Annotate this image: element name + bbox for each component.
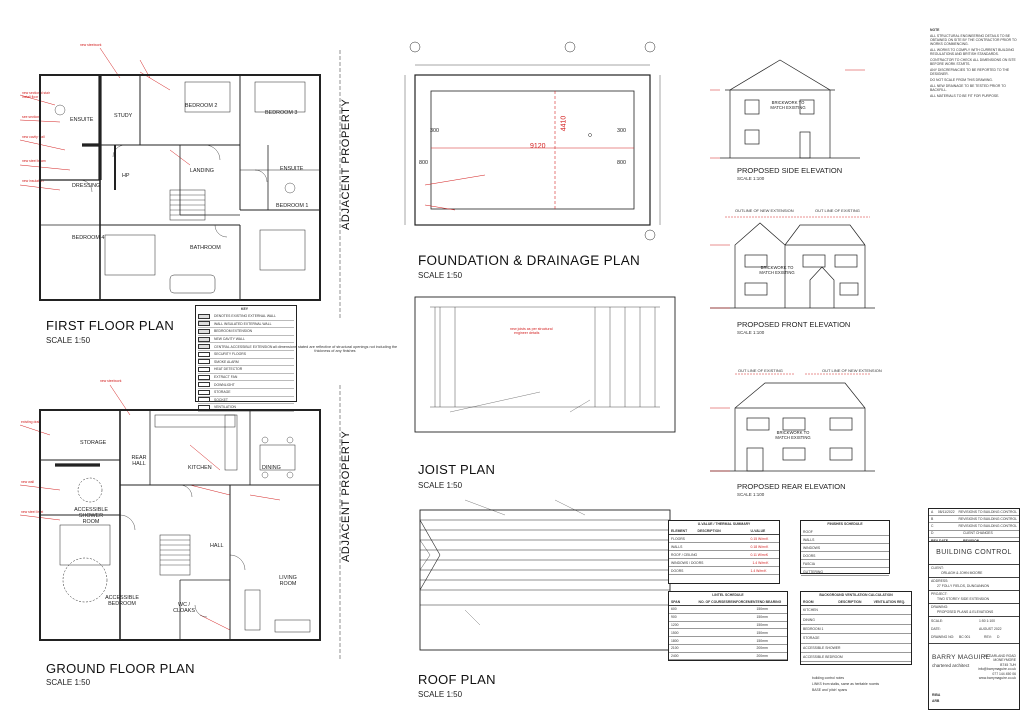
revision-date <box>938 517 959 522</box>
key-swatch <box>198 344 210 349</box>
front-elevation-note: BRICKWORK TO MATCH EXISTING <box>759 265 795 275</box>
note-line: ALL MATERIALS TO BE FIT FOR PURPOSE. <box>930 94 1000 98</box>
u-value-header-cell: U-VALUE <box>750 529 766 533</box>
lintel-cell <box>700 654 729 658</box>
key-item-label: SOCKET <box>214 397 228 402</box>
client-value: ORLAGH & JOHN MOORE <box>941 571 983 575</box>
roof-plan-title: ROOF PLAN <box>418 672 496 687</box>
revision-header-rev: REV <box>931 538 938 543</box>
company-address-line: 077 144 450 06 <box>992 671 1016 676</box>
gf-room-dining: DINING <box>262 465 281 471</box>
rear-elevation-note: BRICKWORK TO MATCH EXISTING <box>775 430 811 440</box>
key-item <box>198 366 294 374</box>
lintel-cell: 1500 <box>671 630 679 635</box>
company-sub: chartered architect <box>932 663 970 668</box>
revision-row <box>929 523 1019 530</box>
ventilation-room: KITCHEN <box>803 608 818 613</box>
lintel-rows <box>669 599 787 660</box>
revision-date: 08/11/2022 <box>937 509 955 514</box>
revision-header-revision: REVISION <box>963 538 980 543</box>
joist-plan-scale: SCALE 1:50 <box>418 481 463 490</box>
ventilation-row <box>801 644 911 653</box>
joist-plan-title: JOIST PLAN <box>418 462 496 477</box>
u-value-row <box>669 567 779 575</box>
project-label: PROJECT: <box>931 592 948 596</box>
ventilation-header-cell: VENTILATION REQ. <box>873 600 906 604</box>
u-value-cell: WALLS <box>671 544 683 549</box>
title-block <box>928 508 1020 710</box>
lintel-cell: 150mm <box>756 615 768 620</box>
ventilation-header <box>801 599 911 606</box>
key-swatch <box>198 352 210 357</box>
rear-elevation-drawing <box>705 368 880 478</box>
u-value-row <box>669 559 779 567</box>
finishes-table-title: FINISHES SCHEDULE <box>827 522 863 526</box>
lintel-header <box>669 599 787 606</box>
u-value-cell <box>698 569 751 573</box>
svg-text:new steelwork: new steelwork <box>80 43 102 47</box>
u-value-cell: DOORS <box>671 568 684 573</box>
revision-letter: B <box>931 516 934 521</box>
revision-rows <box>929 509 1019 543</box>
lintel-cell: 200mm <box>756 654 768 659</box>
foundation-plan-scale: SCALE 1:50 <box>418 271 463 280</box>
revision-row <box>929 509 1019 516</box>
finishes-row <box>801 560 889 568</box>
revision-letter: D <box>931 531 934 536</box>
svg-text:new insulation: new insulation <box>22 179 44 183</box>
general-notes <box>930 28 1018 100</box>
u-value-cell-value: 0.18 W/m²K <box>750 544 769 549</box>
svg-text:new joists as per structural: new joists as per structural <box>510 327 553 331</box>
client-label: CLIENT: <box>931 566 944 570</box>
key-item <box>198 321 294 329</box>
foundation-dim-width: 4410 <box>560 115 568 132</box>
roof-plan-scale: SCALE 1:50 <box>418 690 463 699</box>
ventilation-row <box>801 615 911 624</box>
ff-room-bedroom-4: BEDROOM 4 <box>72 235 105 241</box>
lintel-header-cell: END BEARING <box>757 600 782 604</box>
revision-text: REVISIONS TO BUILDING CONTROL <box>958 524 1017 529</box>
revision-letter: A <box>931 509 934 514</box>
key-item <box>198 336 294 344</box>
address-label: ADDRESS: <box>931 579 949 583</box>
rev-label: REV: <box>984 635 992 639</box>
lintel-header-cell: SPAN <box>671 600 681 604</box>
lintel-row <box>669 614 787 622</box>
ff-room-study: STUDY <box>114 113 133 119</box>
key-swatch <box>198 321 210 326</box>
revision-letter: C <box>931 524 934 529</box>
lintel-cell: 200mm <box>756 646 768 651</box>
u-value-header-cell: ELEMENT <box>671 529 688 533</box>
scale-value: 1:50 1:100 <box>979 619 996 623</box>
lintel-cell: 2100 <box>671 646 679 651</box>
front-outline-new: OUTLINE OF NEW EXTENSION <box>735 208 794 213</box>
lintel-cell <box>700 646 729 650</box>
first-floor-plan-title: FIRST FLOOR PLAN <box>46 318 175 333</box>
lintel-table <box>668 591 788 661</box>
rear-elevation-scale: SCALE 1:100 <box>737 492 765 497</box>
drawing-value: PROPOSED PLANS & ELEVATIONS <box>937 610 994 614</box>
gf-room-accessible-shower: ACCESSIBLE SHOWER ROOM <box>74 507 108 525</box>
lintel-row <box>669 622 787 630</box>
note-line: ALL STRUCTURAL ENGINEERING DETAILS TO BE OBTAINED ON SITE BY THE CONTRACTOR PRIOR TO WORKS COMMENCING. <box>930 34 1017 46</box>
side-elevation-title: PROPOSED SIDE ELEVATION <box>737 166 843 175</box>
gf-room-storage: STORAGE <box>80 440 107 446</box>
key-item <box>198 328 294 336</box>
company-address-line: www.barrymaguire.co.uk <box>978 676 1016 681</box>
note-line: ANY DISCREPANCIES TO BE REPORTED TO THE DESIGNER. <box>930 68 1010 76</box>
u-value-row <box>669 543 779 551</box>
adjacent-property-label-upper: ADJACENT PROPERTY <box>340 98 352 230</box>
lintel-cell <box>728 654 757 658</box>
ff-room-bedroom-3: BEDROOM 3 <box>265 110 298 116</box>
revision-row <box>929 516 1019 523</box>
gf-room-living: LIVING ROOM <box>279 575 297 587</box>
foundation-plan-title: FOUNDATION & DRAINAGE PLAN <box>418 253 641 268</box>
note-line: DO NOT SCALE FROM THIS DRAWING. <box>930 78 993 82</box>
finishes-row-label: ROOF <box>803 529 813 534</box>
u-value-cell-value: 0.15 W/m²K <box>750 536 769 541</box>
key-swatch <box>198 329 210 334</box>
side-elevation-note: BRICKWORK TO MATCH EXISTING <box>770 100 806 110</box>
revision-text: REVISIONS TO BUILDING CONTROL <box>958 516 1017 521</box>
u-value-cell-value: 1.4 W/m²K <box>750 568 767 573</box>
company-name: BARRY MAGUIRE <box>932 654 991 661</box>
ventilation-row <box>801 606 911 615</box>
front-elevation-drawing <box>705 205 880 315</box>
lintel-cell: 1200 <box>671 622 679 627</box>
svg-text:see section: see section <box>22 115 40 119</box>
revision-date <box>939 531 963 536</box>
company-address-line: MONEYMORE <box>993 658 1016 663</box>
key-item <box>198 359 294 367</box>
finishes-rows <box>801 528 889 576</box>
ventilation-row <box>801 625 911 634</box>
ventilation-room: STORAGE <box>803 636 820 641</box>
key-title: KEY <box>241 307 248 311</box>
foundation-dim-offset-right: 300 <box>617 128 626 134</box>
lintel-cell <box>728 607 757 611</box>
lintel-cell: 150mm <box>756 607 768 612</box>
revision-date <box>938 524 959 529</box>
ventilation-room: ACCESSIBLE SHOWER <box>803 645 841 650</box>
arb-mark: ARB <box>932 699 940 703</box>
front-outline-existing: OUT LINE OF EXISTING <box>815 208 860 213</box>
ground-floor-plan-title: GROUND FLOOR PLAN <box>46 661 195 676</box>
building-control-notes <box>812 676 879 692</box>
lintel-table-title: LINTEL SCHEDULE <box>712 593 744 597</box>
lintel-cell <box>700 607 729 611</box>
key-item-label: VENTILATION <box>214 405 236 410</box>
adjacent-property-label-lower: ADJACENT PROPERTY <box>340 430 352 562</box>
key-item-label: SMOKE ALARM <box>214 359 239 364</box>
address-value: 27 FOLLY FIELDS, DUNGANNON <box>937 584 990 588</box>
u-value-header-cell: DESCRIPTION <box>697 529 721 533</box>
u-value-cell: FLOORS <box>671 536 685 541</box>
project-value: TWO STOREY SIDE EXTENSION <box>937 597 990 601</box>
finishes-row-label: WINDOWS <box>803 545 821 550</box>
u-value-cell: ROOF / CEILING <box>671 552 698 557</box>
company-address-line: 58 GARLAND ROAD <box>984 654 1016 658</box>
bc-note-1: building control notes <box>812 676 845 680</box>
company-address-line: BT45 7UH <box>1000 662 1016 667</box>
svg-text:install floor: install floor <box>22 95 39 99</box>
lintel-row <box>669 637 787 645</box>
lintel-header-cell: NO. OF COURSES <box>698 600 728 604</box>
ventilation-room: DINING <box>803 617 815 622</box>
ventilation-row <box>801 634 911 643</box>
key-swatch <box>198 337 210 342</box>
ventilation-header-cell: DESCRIPTION <box>838 600 862 604</box>
side-elevation-scale: SCALE 1:100 <box>737 176 765 181</box>
foundation-dim-edge-right: 800 <box>617 160 626 166</box>
finishes-row <box>801 568 889 576</box>
lintel-cell: 150mm <box>756 622 768 627</box>
key-item-label: NEW CAVITY WALL <box>214 337 245 342</box>
u-value-row <box>669 535 779 543</box>
ff-room-bedroom-2: BEDROOM 2 <box>185 103 218 109</box>
lintel-cell: 900 <box>671 615 677 620</box>
ventilation-room: ACCESSIBLE BEDROOM <box>803 655 843 660</box>
ground-floor-plan-scale: SCALE 1:50 <box>46 678 91 687</box>
lintel-row <box>669 629 787 637</box>
key-item <box>198 313 294 321</box>
notes-lines <box>930 34 1018 98</box>
ventilation-table <box>800 591 912 665</box>
u-value-header <box>669 528 779 535</box>
key-item-label: HEAT DETECTOR <box>214 367 243 372</box>
u-value-cell-value: 0.11 W/m²K <box>750 552 769 557</box>
lintel-cell <box>728 639 757 643</box>
ff-room-ensuite-1: ENSUITE <box>70 117 94 123</box>
u-value-rows <box>669 528 779 575</box>
gf-room-accessible-bedroom: ACCESSIBLE BEDROOM <box>105 595 139 607</box>
rear-elevation-title: PROPOSED REAR ELEVATION <box>737 482 846 491</box>
key-item-label: SECURITY FLOORS <box>214 352 246 357</box>
lintel-cell <box>728 646 757 650</box>
company-address <box>978 654 1016 680</box>
lintel-cell: 600 <box>671 607 677 612</box>
ventilation-room: BEDROOM 1 <box>803 626 824 631</box>
ventilation-row <box>801 653 911 662</box>
foundation-dim-offset-left: 300 <box>430 128 439 134</box>
svg-text:engineer details: engineer details <box>514 331 540 335</box>
lintel-cell <box>700 615 729 619</box>
finishes-row-label: FASCIA <box>803 561 816 566</box>
bc-note-3: BASE and 'pitch' spans <box>812 688 848 692</box>
date-label: DATE: <box>931 627 941 631</box>
lintel-cell <box>728 631 757 635</box>
finishes-row <box>801 528 889 536</box>
svg-text:new steelwork: new steelwork <box>100 379 122 383</box>
svg-text:new wall: new wall <box>21 480 35 484</box>
lintel-cell <box>700 631 729 635</box>
lintel-header-cell: REINFORCEMENT <box>727 600 758 604</box>
u-value-table-title: U-VALUE / THERMAL SUMMARY <box>697 522 751 526</box>
finishes-row-label: WALLS <box>803 537 815 542</box>
key-item-label: DOWNLIGHT <box>214 382 235 387</box>
joist-plan-drawing <box>410 292 680 442</box>
lintel-cell: 150mm <box>756 638 768 643</box>
svg-text:new steel lintel: new steel lintel <box>21 510 44 514</box>
first-floor-plan-scale: SCALE 1:50 <box>46 336 91 345</box>
finishes-row <box>801 536 889 544</box>
svg-text:new steel beam: new steel beam <box>22 159 46 163</box>
key-swatch <box>198 359 210 364</box>
lintel-cell <box>728 623 757 627</box>
key-item-label: STORAGE <box>214 390 231 395</box>
ventilation-rows <box>801 599 911 662</box>
u-value-cell <box>698 537 751 541</box>
key-item-label: BEDROOM EXTENSION <box>214 329 253 334</box>
ventilation-header-cell: ROOM <box>803 600 814 604</box>
lintel-cell: 1800 <box>671 638 679 643</box>
finishes-row <box>801 544 889 552</box>
u-value-cell <box>698 545 751 549</box>
key-item-label: EXTRACT FAN <box>214 375 238 380</box>
finishes-table <box>800 520 890 574</box>
revision-header-date: DATE <box>939 538 948 543</box>
front-elevation-title: PROPOSED FRONT ELEVATION <box>737 320 851 329</box>
revision-text: CLIENT CHANGES <box>963 531 993 536</box>
lintel-row <box>669 645 787 653</box>
u-value-cell <box>703 561 752 565</box>
title-stage: BUILDING CONTROL <box>936 549 1012 556</box>
key-item-label: CENTRAL ACCESSIBLE EXTENSION <box>214 344 273 349</box>
rear-outline-new: OUT LINE OF NEW EXTENSION <box>822 368 882 373</box>
scale-label: SCALE: <box>931 619 944 623</box>
u-value-row <box>669 551 779 559</box>
u-value-cell: WINDOWS / DOORS <box>671 560 704 565</box>
roof-plan-drawing <box>405 495 680 660</box>
lintel-cell: 2400 <box>671 654 679 659</box>
ventilation-table-title: BACKGROUND VENTILATION CALCULATION <box>819 593 893 597</box>
foundation-dim-edge-left: 800 <box>419 160 428 166</box>
svg-text:new sectional stair: new sectional stair <box>22 91 50 95</box>
notes-heading: NOTE <box>930 28 940 32</box>
ff-room-ensuite-2: ENSUITE <box>280 166 304 172</box>
ff-room-bathroom: BATHROOM <box>190 245 221 251</box>
svg-text:new cavity wall: new cavity wall <box>22 135 45 139</box>
gf-room-hall: HALL <box>210 543 224 549</box>
finishes-row <box>801 552 889 560</box>
drawing-label: DRAWING: <box>931 605 949 609</box>
company-address-line: info@barrymaguire.co.uk <box>978 667 1016 672</box>
key-swatch <box>198 367 210 372</box>
key-note: all dimensions stated are reflective of structural openings not including the thickness of any finishes <box>272 345 398 353</box>
date-value: AUGUST 2022 <box>979 627 1002 631</box>
foundation-dim-length: 9120 <box>530 143 546 150</box>
ff-room-hp: HP <box>122 173 130 179</box>
rear-outline-existing: OUT LINE OF EXISTING <box>738 368 783 373</box>
front-elevation-scale: SCALE 1:100 <box>737 330 765 335</box>
finishes-row-label: GUTTERING <box>803 569 823 574</box>
note-line: ALL NEW DRAINAGE TO BE TESTED PRIOR TO BACKFILL. <box>930 84 1006 92</box>
ff-room-bedroom-1: BEDROOM 1 <box>276 203 309 209</box>
drawing-no-value: BC 001 <box>959 635 971 639</box>
lintel-cell: 150mm <box>756 630 768 635</box>
note-line: CONTRACTOR TO CHECK ALL DIMENSIONS ON SITE BEFORE WORK STARTS. <box>930 58 1016 66</box>
u-value-cell-value: 1.4 W/m²K <box>752 560 769 565</box>
first-floor-plan-drawing <box>20 40 350 330</box>
u-value-table <box>668 520 780 584</box>
note-line: ALL WORKS TO COMPLY WITH CURRENT BUILDING REGULATIONS AND BRITISH STANDARDS. <box>930 48 1015 56</box>
lintel-row <box>669 606 787 614</box>
lintel-cell <box>728 615 757 619</box>
revision-row <box>929 531 1019 538</box>
gf-room-rear-hall: REAR HALL <box>131 455 147 467</box>
svg-text:existing drain: existing drain <box>21 420 41 424</box>
rev-value: D <box>997 635 1000 639</box>
ff-room-dressing: DRESSING <box>72 183 101 189</box>
riba-mark: RIBA <box>932 693 941 697</box>
lintel-cell <box>700 639 729 643</box>
key-swatch <box>198 314 210 319</box>
finishes-row-label: DOORS <box>803 553 816 558</box>
ff-room-landing: LANDING <box>190 168 214 174</box>
lintel-row <box>669 653 787 661</box>
lintel-cell <box>700 623 729 627</box>
drawing-no-label: DRAWING NO: <box>931 635 955 639</box>
key-item-label: WALL INSULATED EXTERNAL WALL <box>214 321 272 326</box>
gf-room-wc-cloaks: WC / CLOAKS <box>173 602 195 614</box>
gf-room-kitchen: KITCHEN <box>188 465 212 471</box>
revision-text: REVISIONS TO BUILDING CONTROL <box>958 509 1017 514</box>
u-value-cell <box>698 553 751 557</box>
key-item-label: DENOTES EXISTING EXTERNAL WALL <box>214 314 276 319</box>
bc-note-2: LINKS from stalks, same as heritable roomts <box>812 682 880 686</box>
